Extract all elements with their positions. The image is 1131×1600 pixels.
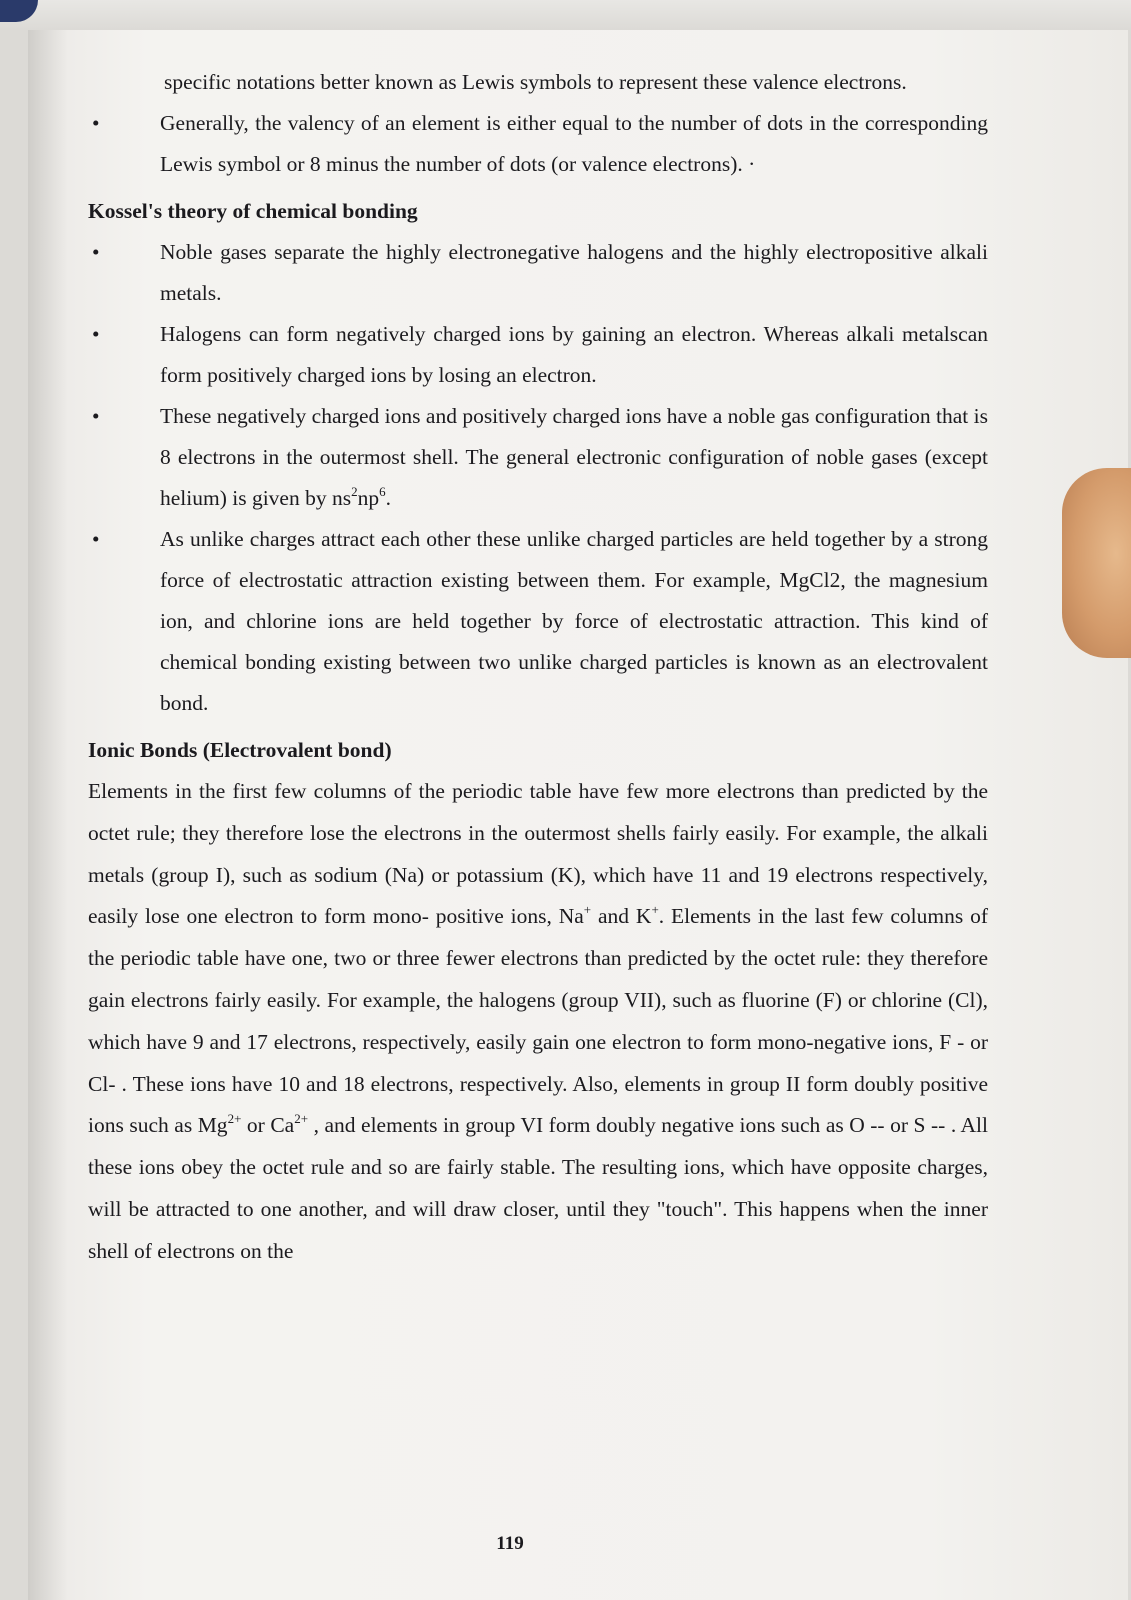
paragraph-text: and K bbox=[591, 904, 652, 929]
ionic-paragraph bbox=[88, 771, 988, 1273]
superscript: 6 bbox=[379, 484, 386, 499]
superscript: 2 bbox=[351, 484, 358, 499]
superscript: + bbox=[651, 902, 659, 918]
superscript: + bbox=[583, 902, 592, 918]
bullet-icon: • bbox=[92, 527, 100, 551]
bullet-text: Halogens can form negatively charged ions by gaining an electron. Whereas alkali metalscan form positively charged ions by losing an electron. bbox=[160, 322, 988, 387]
top-shadow bbox=[0, 0, 1131, 30]
bullet-icon: • bbox=[92, 322, 100, 346]
paragraph-text: or Ca bbox=[241, 1113, 295, 1138]
bullet-text: . bbox=[385, 486, 391, 510]
kossel-bullet-3 bbox=[88, 396, 988, 519]
ionic-heading: Ionic Bonds (Electrovalent bond) bbox=[88, 738, 392, 762]
page-number: 119 bbox=[496, 1533, 524, 1554]
bullet-text: These negatively charged ions and positively charged ions have a noble gas configuration that is 8 electrons in the outermost shell. The general electronic configuration of noble gases (except helium) is given by ns bbox=[160, 404, 988, 510]
intro-continuation: specific notations better known as Lewis symbols to represent these valence electrons. bbox=[164, 70, 907, 94]
page-content bbox=[88, 62, 988, 1273]
bullet-icon: • bbox=[92, 111, 100, 135]
superscript: 2+ bbox=[227, 1111, 242, 1127]
superscript: 2+ bbox=[294, 1111, 309, 1127]
paragraph-text: . Elements in the last few columns of the periodic table have one, two or three fewer electrons than predicted by the octet rule: they therefore gain electrons fairly easily. For example, the halogens (group VII), such as fluorine (F) or chlorine (Cl), which have 9 and 17 electrons, respectively, easily gain one electron to form mono-negative ions, F - or Cl- . These ions have 10 and 18 electrons, respectively. Also, elements in group II form doubly positive ions such as Mg bbox=[88, 904, 989, 1138]
kossel-bullet-2 bbox=[88, 314, 988, 396]
paragraph-text: Elements in the first few columns of the periodic table have few more electrons than predicted by the octet rule; they therefore lose the electrons in the outermost shells fairly easily. For example, the alkali metals (group I), such as sodium (Na) or potassium (K), which have 11 and 19 electrons respectively, easily lose one electron to form mono- positive ions, Na bbox=[88, 779, 988, 929]
bullet-icon: • bbox=[92, 404, 100, 428]
bullet-text: As unlike charges attract each other these unlike charged particles are held together by a strong force of electrostatic attraction existing between them. For example, MgCl2, the magnesium ion, and chlorine ions are held together by force of electrostatic attraction. This kind of chemical bonding existing between two unlike charged particles is known as an electrovalent bond. bbox=[160, 527, 988, 715]
bullet-text: Noble gases separate the highly electronegative halogens and the highly electropositive alkali metals. bbox=[160, 240, 988, 305]
kossel-bullet-4 bbox=[88, 519, 988, 724]
paragraph-text: , and elements in group VI form doubly negative ions such as O -- or S -- . All these ions obey the octet rule and so are fairly stable. The resulting ions, which have opposite charges, will be attracted to one another, and will draw closer, until they "touch". This happens when the inner shell of electrons on the bbox=[88, 1113, 988, 1263]
intro-bullet bbox=[88, 103, 988, 185]
bullet-text: Generally, the valency of an element is either equal to the number of dots in the corresponding Lewis symbol or 8 minus the number of dots (or valence electrons). · bbox=[160, 111, 988, 176]
bullet-icon: • bbox=[92, 240, 100, 264]
kossel-heading: Kossel's theory of chemical bonding bbox=[88, 199, 418, 223]
thumb-finger bbox=[1062, 468, 1131, 658]
kossel-bullet-1 bbox=[88, 232, 988, 314]
bullet-text: np bbox=[357, 486, 380, 510]
